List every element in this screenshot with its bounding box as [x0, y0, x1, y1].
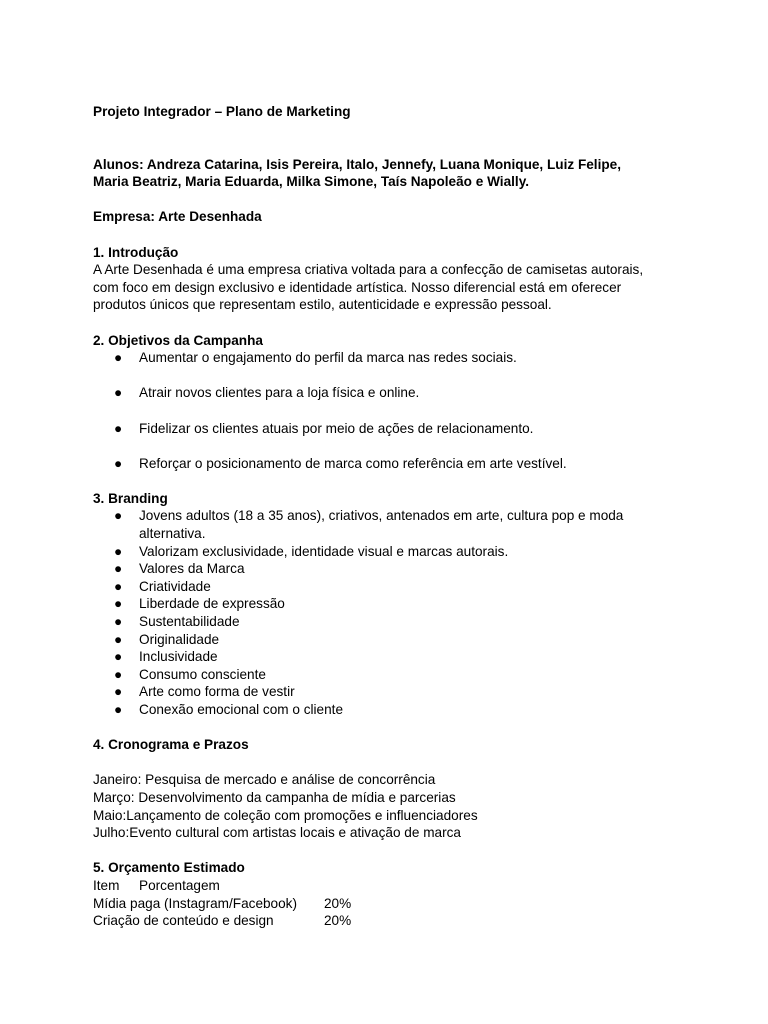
- list-item: [93, 613, 693, 631]
- intro-line: produtos únicos que representam estilo, autenticidade e expressão pessoal.: [93, 297, 552, 313]
- list-item: [93, 648, 693, 666]
- intro-line: com foco em design exclusivo e identidade artística. Nosso diferencial está em oferecer: [93, 279, 622, 295]
- bullet-icon: ●: [114, 508, 123, 524]
- objectives-heading: 2. Objetivos da Campanha: [93, 332, 263, 348]
- schedule-line: Maio:Lançamento de coleção com promoções e influenciadores: [93, 807, 478, 823]
- list-item-text: Sustentabilidade: [139, 614, 240, 630]
- budget-item: Criação de conteúdo e design: [93, 913, 274, 929]
- bullet-icon: ●: [114, 596, 123, 612]
- list-item: [93, 578, 693, 596]
- bullet-icon: ●: [114, 666, 123, 682]
- bullet-icon: ●: [114, 385, 123, 401]
- bullet-icon: ●: [114, 702, 123, 717]
- objectives-section: [93, 332, 693, 473]
- list-item: [93, 683, 693, 701]
- list-item: [93, 560, 693, 578]
- bullet-icon: ●: [114, 350, 123, 366]
- bullet-icon: ●: [114, 649, 123, 665]
- objectives-list: [93, 349, 693, 472]
- bullet-icon: ●: [114, 455, 123, 471]
- budget-heading: 5. Orçamento Estimado: [93, 860, 245, 876]
- budget-item: Mídia paga (Instagram/Facebook): [93, 895, 298, 911]
- list-item-text: Criatividade: [139, 578, 211, 594]
- list-item-text: Valorizam exclusividade, identidade visual e marcas autorais.: [139, 543, 509, 559]
- list-item: [93, 701, 693, 719]
- list-item: [93, 455, 693, 473]
- budget-col-item: Item: [93, 877, 120, 893]
- students-line: Alunos: Andreza Catarina, Isis Pereira, Italo, Jennefy, Luana Monique, Luiz Felipe,: [93, 156, 621, 172]
- company-name: Empresa: Arte Desenhada: [93, 209, 262, 225]
- bullet-icon: ●: [114, 578, 123, 594]
- list-item-text: Consumo consciente: [139, 666, 266, 682]
- list-item-text: Conexão emocional com o cliente: [139, 702, 344, 717]
- students-block: [93, 156, 693, 191]
- list-item-text: alternativa.: [139, 526, 206, 542]
- list-item-text: Fidelizar os clientes atuais por meio de ações de relacionamento.: [139, 420, 534, 436]
- schedule-heading: 4. Cronograma e Prazos: [93, 737, 249, 753]
- document-title: Projeto Integrador – Plano de Marketing: [93, 104, 351, 119]
- list-item-text: Originalidade: [139, 631, 220, 647]
- intro-line: A Arte Desenhada é uma empresa criativa voltada para a confecção de camisetas autorais,: [93, 262, 644, 278]
- bullet-icon: ●: [114, 543, 123, 559]
- budget-col-pct: Porcentagem: [139, 877, 220, 893]
- students-line: Maria Beatriz, Maria Eduarda, Milka Simone, Taís Napoleão e Wially.: [93, 174, 530, 190]
- budget-section: [93, 859, 693, 929]
- schedule-section: [93, 736, 693, 842]
- list-item-text: Jovens adultos (18 a 35 anos), criativos, antenados em arte, cultura pop e moda: [139, 508, 624, 524]
- spacer: [93, 754, 693, 772]
- intro-section: [93, 244, 693, 314]
- budget-pct: 20%: [324, 895, 352, 911]
- list-item-text: Aumentar o engajamento do perfil da marca nas redes sociais.: [139, 350, 517, 366]
- bullet-icon: ●: [114, 631, 123, 647]
- budget-header-row: [93, 877, 693, 895]
- list-item-text: Valores da Marca: [139, 561, 245, 577]
- schedule-line: Março: Desenvolvimento da campanha de mídia e parcerias: [93, 789, 456, 805]
- list-item: [93, 349, 693, 367]
- list-item: [93, 420, 693, 438]
- list-item-text: Atrair novos clientes para a loja física e online.: [139, 385, 420, 401]
- bullet-icon: ●: [114, 684, 123, 700]
- list-item: [93, 631, 693, 649]
- list-item: [93, 507, 693, 542]
- table-row: [93, 912, 693, 930]
- list-item: [93, 384, 693, 402]
- list-item: [93, 666, 693, 684]
- document-content: [93, 103, 693, 930]
- list-item-text: Arte como forma de vestir: [139, 684, 295, 700]
- list-item-text: Reforçar o posicionamento de marca como referência em arte vestível.: [139, 455, 567, 471]
- branding-section: [93, 490, 693, 719]
- list-item-text: Inclusividade: [139, 649, 218, 665]
- list-item-text: Liberdade de expressão: [139, 596, 285, 612]
- list-item: [93, 595, 693, 613]
- bullet-icon: ●: [114, 614, 123, 630]
- branding-list: [93, 507, 693, 718]
- branding-heading: 3. Branding: [93, 490, 168, 506]
- bullet-icon: ●: [114, 420, 123, 436]
- budget-pct: 20%: [324, 913, 352, 929]
- list-item: [93, 543, 693, 561]
- table-row: [93, 895, 693, 913]
- bullet-icon: ●: [114, 561, 123, 577]
- schedule-line: Julho:Evento cultural com artistas locais e ativação de marca: [93, 825, 461, 841]
- intro-heading: 1. Introdução: [93, 244, 179, 260]
- schedule-line: Janeiro: Pesquisa de mercado e análise de concorrência: [93, 772, 436, 788]
